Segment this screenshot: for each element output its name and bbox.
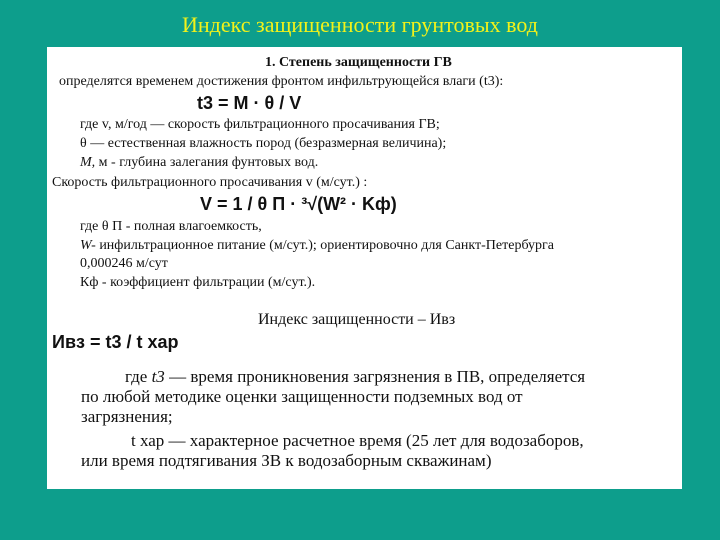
definition-t3	[125, 367, 585, 387]
definition-t3-prefix: где	[125, 367, 152, 386]
section-heading: 1. Степень защищенности ГВ	[265, 55, 452, 70]
definition-t3-line3: загрязнения;	[81, 407, 173, 426]
formula-v: V = 1 / θ П · ³√(W² · Kф)	[200, 194, 397, 214]
formula-t3: t3 = M · θ / V	[197, 93, 302, 113]
formula-ivz: Ивз = t3 / t хар	[52, 332, 179, 352]
definition-thar-line2: или время подтягивания ЗВ к водозаборным скважинам)	[81, 451, 492, 470]
definition-theta-p: где θ П - полная влагоемкость,	[80, 219, 262, 234]
definition-t3-symbol: t3	[151, 367, 165, 386]
definition-t3-text: — время проникновения загрязнения в ПВ, определяется	[164, 367, 586, 386]
index-title: Индекс защищенности – Ивз	[258, 311, 456, 328]
intro-text: определятся временем достижения фронтом инфильтрующейся влаги (t3):	[59, 74, 504, 89]
content-panel	[47, 47, 682, 489]
definition-v: где v, м/год — скорость фильтрационного просачивания ГВ;	[80, 117, 440, 132]
definition-w-symbol: W-	[80, 238, 96, 253]
definition-w-value: 0,000246 м/сут	[80, 256, 168, 271]
definition-kf: Кф - коэффициент фильтрации (м/сут.).	[80, 275, 316, 290]
definition-m-symbol: М,	[80, 155, 96, 170]
definition-thar-line1: t хар — характерное расчетное время (25 лет для водозаборов,	[131, 431, 584, 450]
slide-title: Индекс защищенности грунтовых вод	[182, 12, 538, 37]
speed-line: Скорость фильтрационного просачивания v (м/сут.) :	[52, 175, 368, 190]
definition-m	[80, 155, 318, 171]
definition-w	[80, 238, 554, 254]
definition-w-text: инфильтрационное питание (м/сут.); ориентировочно для Санкт-Петербурга	[95, 238, 554, 253]
definition-m-text: м - глубина залегания фунтовых вод.	[95, 155, 319, 170]
definition-t3-line2: по любой методике оценки защищенности подземных вод от	[81, 387, 523, 406]
definition-theta: θ — естественная влажность пород (безразмерная величина);	[80, 136, 447, 151]
